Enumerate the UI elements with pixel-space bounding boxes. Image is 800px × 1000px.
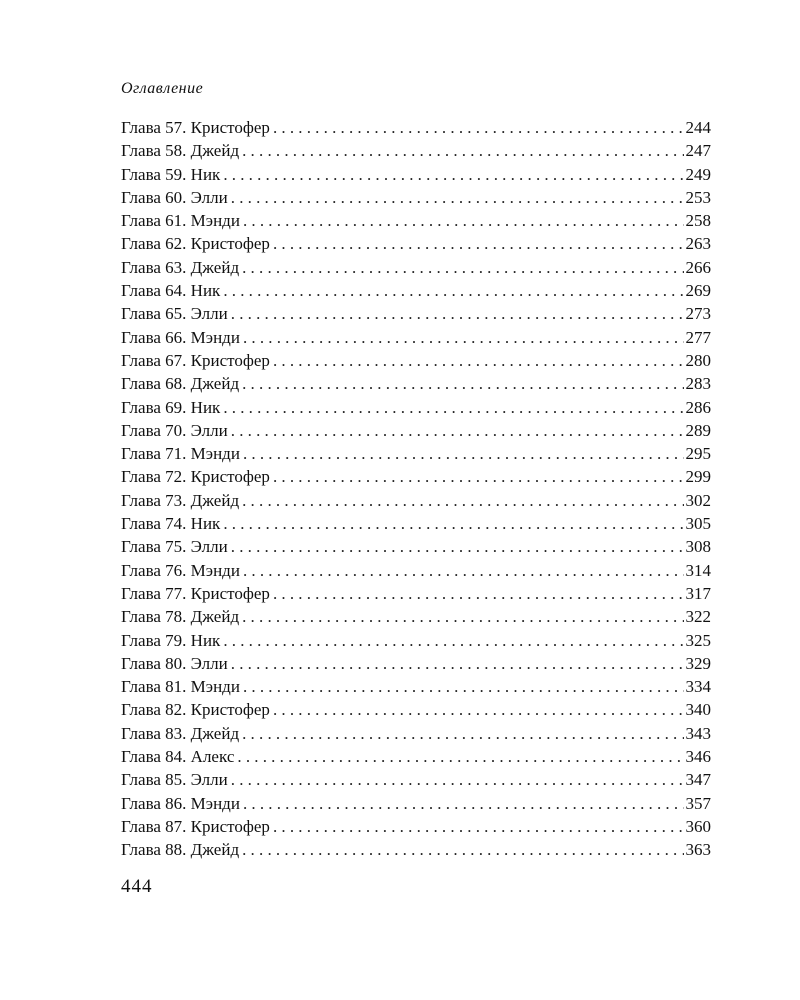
toc-entry-page: 253 [685, 187, 711, 207]
dot-leader [242, 489, 683, 512]
dot-leader [273, 815, 684, 838]
toc-entry-title: Глава 79. Ник [121, 630, 221, 650]
toc-entry-title: Глава 73. Джейд [121, 490, 240, 510]
toc-entry [121, 279, 711, 302]
toc-entry-page: 258 [685, 211, 711, 231]
toc-entry-title: Глава 70. Элли [121, 420, 228, 440]
toc-entry [121, 442, 711, 465]
toc-entry [121, 652, 711, 675]
toc-entry [121, 489, 711, 512]
toc-entry-page: 340 [685, 700, 711, 720]
toc-entry-page: 343 [685, 723, 711, 743]
toc-entry-title: Глава 60. Элли [121, 187, 228, 207]
toc-entry-title: Глава 71. Мэнди [121, 444, 240, 464]
toc-entry-title: Глава 82. Кристофер [121, 700, 270, 720]
toc-entry [121, 349, 711, 372]
toc-entry-title: Глава 78. Джейд [121, 607, 240, 627]
dot-leader [273, 698, 684, 721]
toc-entry [121, 582, 711, 605]
dot-leader [242, 605, 683, 628]
toc-entry [121, 232, 711, 255]
toc-entry [121, 745, 711, 768]
toc-entry [121, 698, 711, 721]
toc-entry [121, 396, 711, 419]
toc-entry-page: 308 [685, 537, 711, 557]
toc-entry [121, 419, 711, 442]
dot-leader [273, 116, 684, 139]
toc-entry-page: 289 [685, 420, 711, 440]
toc-entry-page: 273 [685, 304, 711, 324]
dot-leader [242, 838, 683, 861]
toc-entry-page: 317 [685, 583, 711, 603]
dot-leader [242, 722, 683, 745]
toc-entry-page: 299 [685, 467, 711, 487]
toc-entry [121, 116, 711, 139]
toc-entry-page: 280 [685, 350, 711, 370]
toc-entry-title: Глава 67. Кристофер [121, 350, 270, 370]
toc-entry-title: Глава 63. Джейд [121, 257, 240, 277]
dot-leader [243, 559, 684, 582]
dot-leader [223, 396, 683, 419]
toc-entry-page: 283 [685, 374, 711, 394]
toc-entry-title: Глава 88. Джейд [121, 840, 240, 860]
toc-entry-page: 357 [685, 793, 711, 813]
toc-entry-title: Глава 68. Джейд [121, 374, 240, 394]
toc-entry [121, 815, 711, 838]
toc-entry-title: Глава 58. Джейд [121, 141, 240, 161]
dot-leader [223, 512, 683, 535]
dot-leader [231, 768, 684, 791]
toc-entry [121, 559, 711, 582]
toc-entry-title: Глава 62. Кристофер [121, 234, 270, 254]
toc-entry-page: 325 [685, 630, 711, 650]
toc-entry [121, 186, 711, 209]
toc-entry-page: 266 [685, 257, 711, 277]
toc-entry-title: Глава 87. Кристофер [121, 816, 270, 836]
toc-entry-page: 269 [685, 281, 711, 301]
page-number: 444 [121, 876, 153, 897]
dot-leader [243, 326, 684, 349]
toc-entry-page: 334 [685, 677, 711, 697]
dot-leader [231, 652, 684, 675]
toc-entry-page: 295 [685, 444, 711, 464]
toc-entry-title: Глава 81. Мэнди [121, 677, 240, 697]
dot-leader [243, 209, 684, 232]
toc-entry-title: Глава 64. Ник [121, 281, 221, 301]
toc-entry-page: 347 [685, 770, 711, 790]
toc-entry-title: Глава 86. Мэнди [121, 793, 240, 813]
toc-entry [121, 535, 711, 558]
table-of-contents [121, 116, 711, 862]
toc-entry [121, 256, 711, 279]
toc-entry [121, 465, 711, 488]
dot-leader [231, 302, 684, 325]
toc-entry-page: 322 [685, 607, 711, 627]
toc-entry-title: Глава 83. Джейд [121, 723, 240, 743]
toc-entry-title: Глава 75. Элли [121, 537, 228, 557]
toc-entry-page: 329 [685, 653, 711, 673]
toc-entry-title: Глава 66. Мэнди [121, 327, 240, 347]
toc-entry-page: 302 [685, 490, 711, 510]
toc-entry-page: 363 [685, 840, 711, 860]
toc-entry [121, 326, 711, 349]
dot-leader [273, 232, 684, 255]
toc-entry [121, 302, 711, 325]
toc-entry [121, 163, 711, 186]
toc-entry-page: 263 [685, 234, 711, 254]
dot-leader [243, 792, 684, 815]
toc-entry-title: Глава 65. Элли [121, 304, 228, 324]
toc-entry [121, 512, 711, 535]
dot-leader [243, 675, 684, 698]
toc-entry-title: Глава 74. Ник [121, 514, 221, 534]
toc-entry-title: Глава 61. Мэнди [121, 211, 240, 231]
dot-leader [273, 582, 684, 605]
toc-entry-title: Глава 77. Кристофер [121, 583, 270, 603]
toc-entry [121, 629, 711, 652]
toc-entry [121, 675, 711, 698]
toc-entry [121, 722, 711, 745]
dot-leader [237, 745, 683, 768]
toc-entry-page: 244 [685, 118, 711, 137]
toc-entry-page: 305 [685, 514, 711, 534]
toc-entry [121, 792, 711, 815]
toc-entry [121, 838, 711, 861]
dot-leader [242, 372, 683, 395]
toc-entry-title: Глава 72. Кристофер [121, 467, 270, 487]
dot-leader [231, 186, 684, 209]
dot-leader [273, 349, 684, 372]
toc-entry-page: 277 [685, 327, 711, 347]
dot-leader [243, 442, 684, 465]
dot-leader [242, 139, 683, 162]
toc-entry-page: 346 [685, 747, 711, 767]
toc-entry-title: Глава 85. Элли [121, 770, 228, 790]
toc-entry-page: 247 [685, 141, 711, 161]
dot-leader [273, 465, 684, 488]
toc-entry-title: Глава 69. Ник [121, 397, 221, 417]
running-header: Оглавление [121, 80, 204, 97]
toc-entry-page: 360 [685, 816, 711, 836]
toc-entry-title: Глава 76. Мэнди [121, 560, 240, 580]
toc-entry-title: Глава 59. Ник [121, 164, 221, 184]
toc-entry-title: Глава 57. Кристофер [121, 118, 270, 137]
toc-entry [121, 768, 711, 791]
dot-leader [223, 163, 683, 186]
toc-entry-title: Глава 80. Элли [121, 653, 228, 673]
toc-entry [121, 372, 711, 395]
dot-leader [242, 256, 683, 279]
toc-entry [121, 139, 711, 162]
dot-leader [223, 629, 683, 652]
toc-entry-page: 286 [685, 397, 711, 417]
toc-entry-title: Глава 84. Алекс [121, 747, 235, 767]
toc-entry [121, 605, 711, 628]
dot-leader [223, 279, 683, 302]
toc-entry-page: 249 [685, 164, 711, 184]
dot-leader [231, 535, 684, 558]
toc-entry [121, 209, 711, 232]
toc-entry-page: 314 [685, 560, 711, 580]
dot-leader [231, 419, 684, 442]
